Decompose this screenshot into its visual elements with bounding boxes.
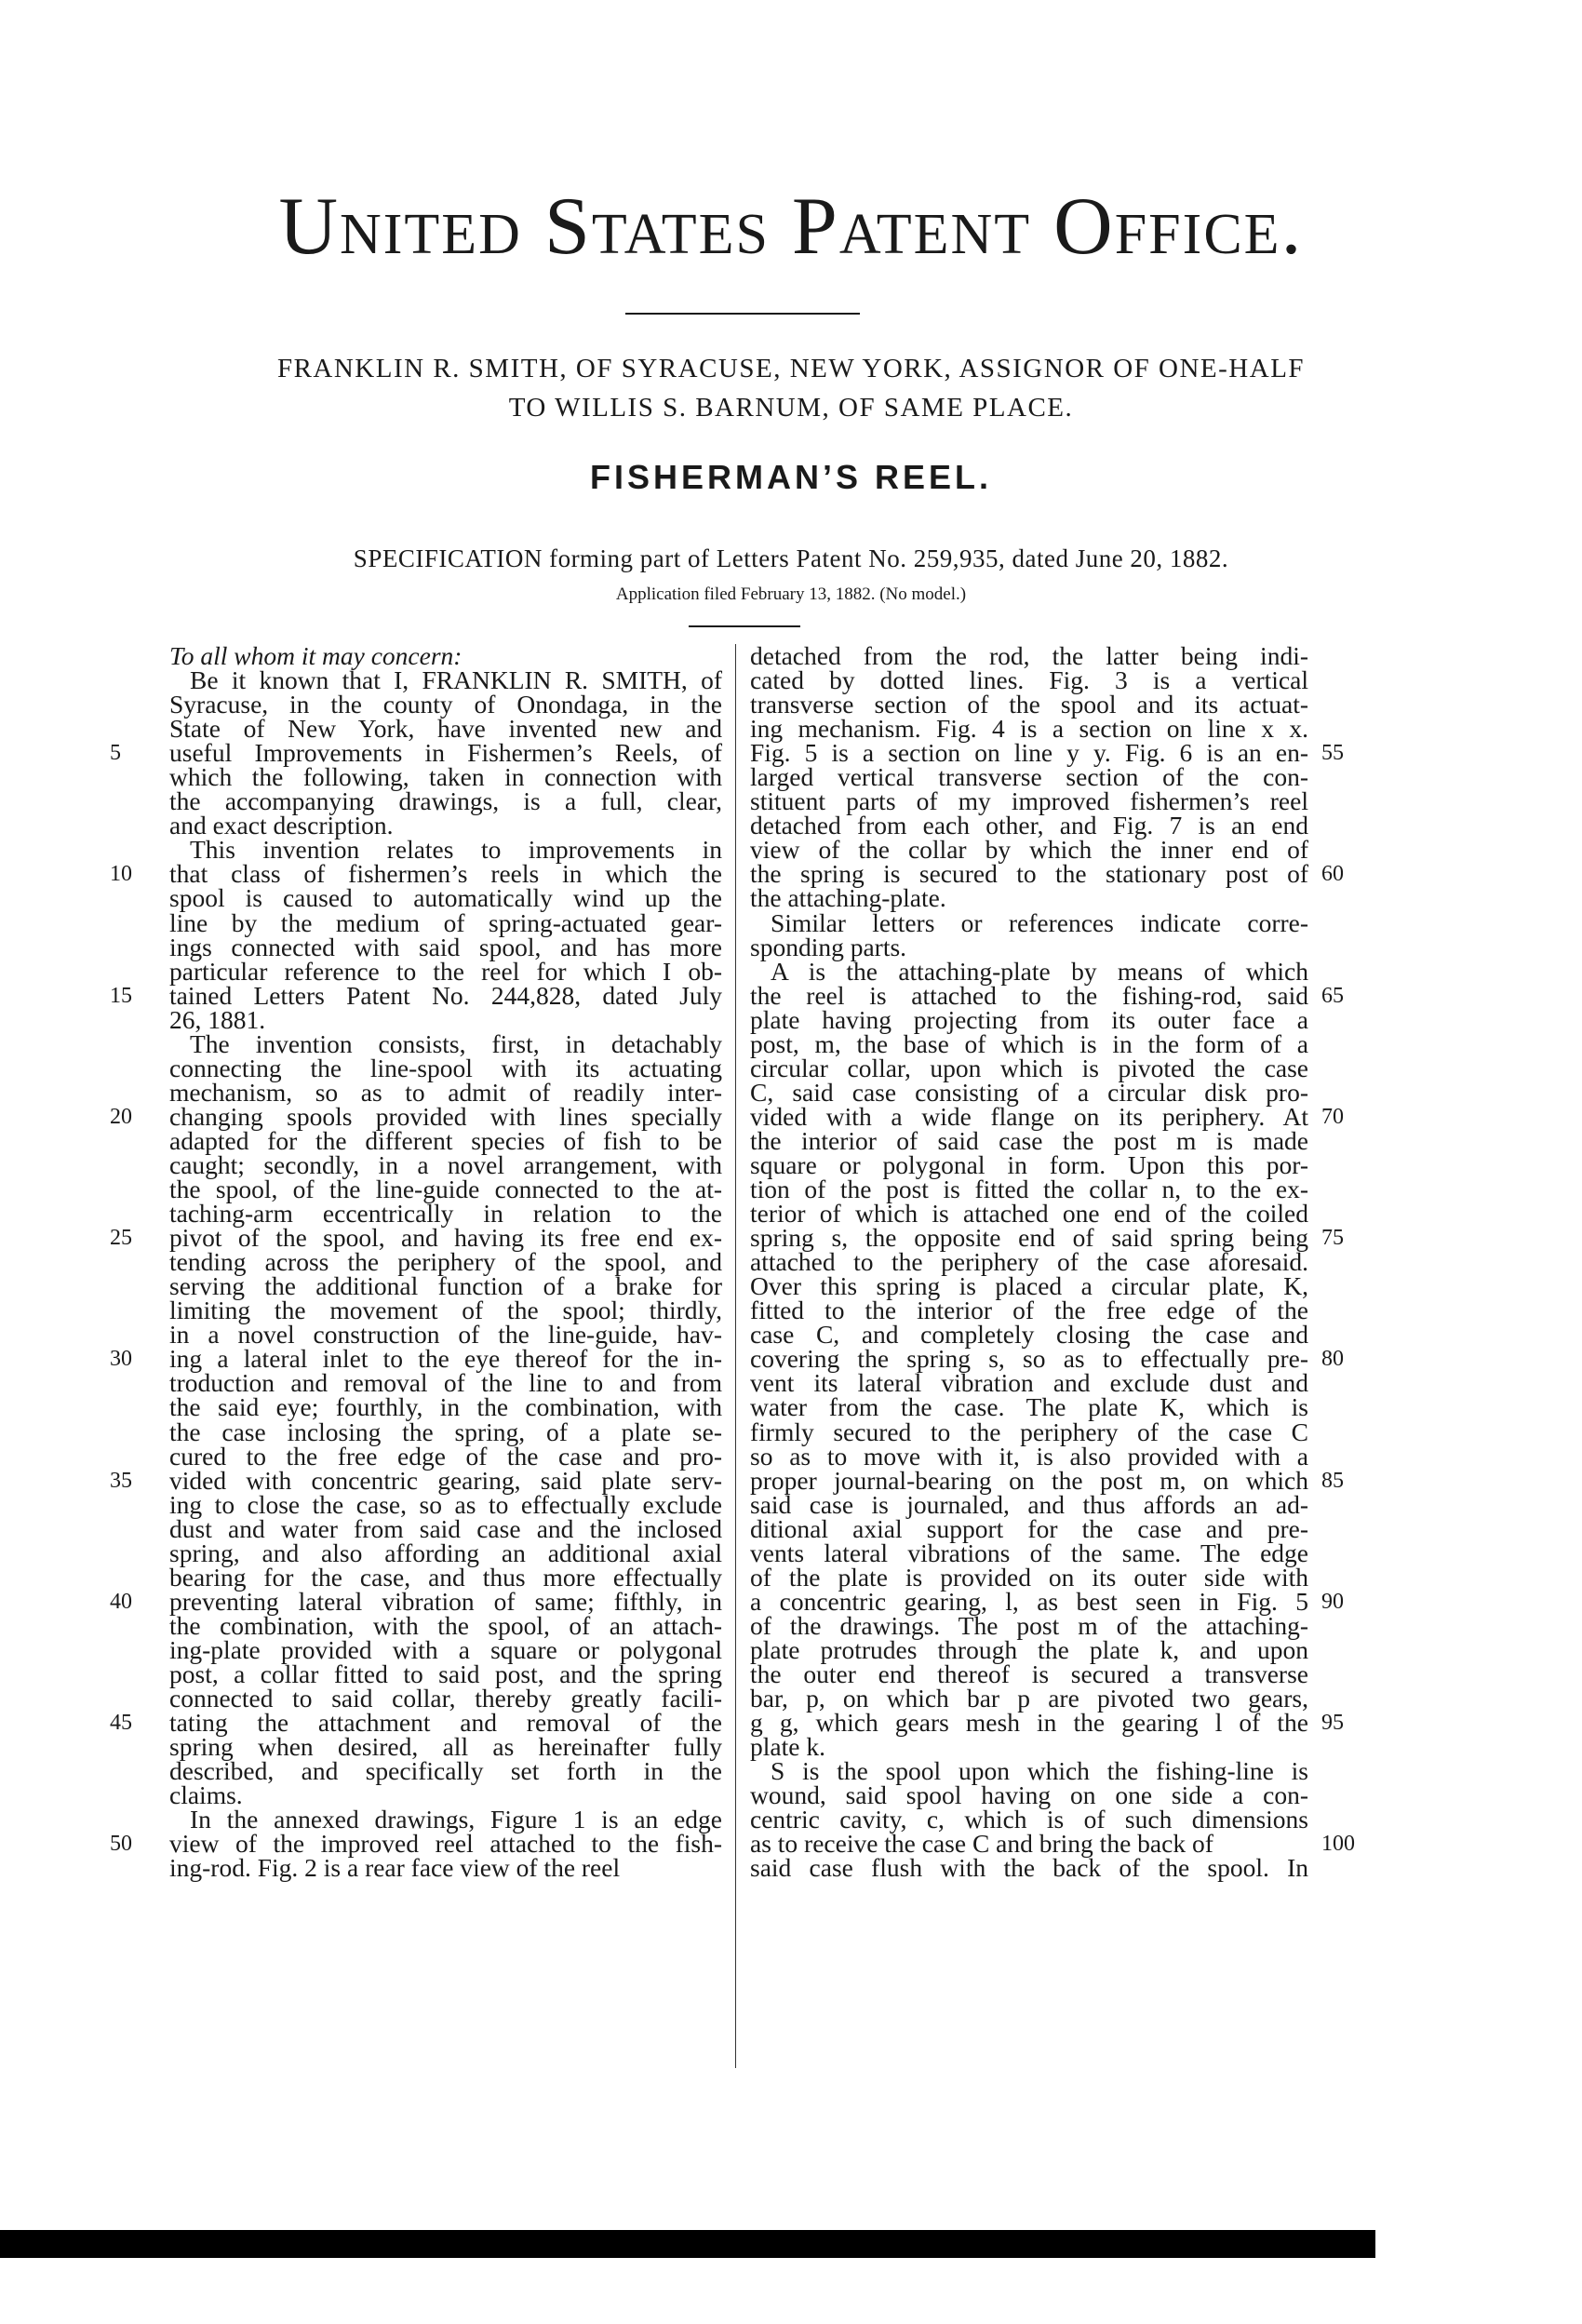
left-column-line: the combination, with the spool, of an attach-: [169, 1610, 722, 1640]
line-number: 60: [1321, 862, 1344, 887]
line-number: 55: [1321, 741, 1344, 766]
left-column-line: spring, and also affording an additional axial: [169, 1538, 722, 1567]
line-number: 25: [110, 1226, 132, 1251]
right-column-line: A is the attaching-plate by means of which: [771, 956, 1308, 986]
left-column-line: cured to the free edge of the case and pro-: [169, 1441, 722, 1471]
right-column-line: view of the collar by which the inner end of: [750, 835, 1308, 865]
line-number: 15: [110, 983, 132, 1008]
left-column-line: This invention relates to improvements in: [190, 835, 722, 865]
right-column-line: case C, and completely closing the case and: [750, 1320, 1308, 1350]
right-column-line: detached from the rod, the latter being indi-: [750, 641, 1308, 670]
left-column-line: ing a lateral inlet to the eye thereof for the in-: [169, 1344, 722, 1374]
right-column-line: said case is journaled, and thus affords an ad-: [750, 1489, 1308, 1519]
left-column-line: ing-plate provided with a square or polygonal: [169, 1634, 722, 1664]
line-number: 35: [110, 1468, 132, 1493]
left-column-line: State of New York, have invented new and: [169, 714, 722, 744]
right-column-line: plate having projecting from its outer face a: [750, 1004, 1308, 1034]
left-column-line: ing-rod. Fig. 2 is a rear face view of the reel: [169, 1853, 621, 1883]
right-column-line: plate k.: [750, 1732, 825, 1762]
left-column-line: ings connected with said spool, and has more: [169, 932, 722, 961]
right-column-line: tion of the post is fitted the collar n, to the ex-: [750, 1175, 1308, 1204]
right-column-line: bar, p, on which bar p are pivoted two gears,: [750, 1684, 1308, 1713]
left-column-line: connected to said collar, thereby greatly facili-: [169, 1684, 722, 1713]
right-column-line: as to receive the case C and bring the back of: [750, 1829, 1213, 1859]
line-number: 75: [1321, 1226, 1344, 1251]
left-column-line: spring when desired, all as hereinafter fully: [169, 1732, 722, 1762]
line-number: 30: [110, 1347, 132, 1372]
right-column-line: transverse section of the spool and its actuat-: [750, 690, 1308, 719]
invention-title: FISHERMAN’S REEL.: [589, 458, 993, 496]
right-column-line: fitted to the interior of the free edge of the: [750, 1296, 1308, 1325]
right-column-line: larged vertical transverse section of the con-: [750, 762, 1308, 792]
scan-border-bar: [0, 2230, 1375, 2258]
left-column-line: the accompanying drawings, is a full, clear,: [169, 786, 722, 816]
right-column-line: plate protrudes through the plate k, and upon: [750, 1634, 1308, 1664]
left-column-line: limiting the movement of the spool; thirdly,: [169, 1296, 722, 1325]
left-column-line: and exact description.: [169, 811, 394, 840]
right-column-line: Similar letters or references indicate corre-: [771, 907, 1308, 937]
right-column-line: so as to move with it, is also provided with a: [750, 1441, 1308, 1471]
left-column-line: spool is caused to automatically wind up the: [169, 883, 722, 913]
left-column-line: mechanism, so as to admit of readily inter-: [169, 1077, 722, 1107]
left-column-line: The invention consists, first, in detachably: [190, 1028, 722, 1058]
line-number: 80: [1321, 1347, 1344, 1372]
right-column-line: circular collar, upon which is pivoted the case: [750, 1053, 1308, 1082]
left-column-line: that class of fishermen’s reels in which the: [169, 859, 722, 889]
left-column-line: To all whom it may concern:: [169, 641, 463, 670]
right-column-line: wound, said spool having on one side a con-: [750, 1780, 1308, 1810]
line-number: 5: [110, 741, 121, 766]
right-column-line: attached to the periphery of the case aforesaid.: [750, 1247, 1308, 1277]
left-column-line: in a novel construction of the line-guide, hav-: [169, 1320, 722, 1350]
right-column-line: firmly secured to the periphery of the case C: [750, 1417, 1308, 1446]
right-column-line: a concentric gearing, l, as best seen in Fig. 5: [750, 1586, 1308, 1616]
right-column-line: Fig. 5 is a section on line y y. Fig. 6 is an en-: [750, 738, 1308, 768]
left-column-line: post, a collar fitted to said post, and the spring: [169, 1659, 722, 1688]
left-column-line: vided with concentric gearing, said plate serv-: [169, 1465, 722, 1495]
left-column-line: 26, 1881.: [169, 1004, 266, 1034]
line-number: 85: [1321, 1468, 1344, 1493]
right-column-line: vent its lateral vibration and exclude dust and: [750, 1368, 1308, 1398]
left-column-line: troduction and removal of the line to and from: [169, 1368, 722, 1398]
right-column-line: vents lateral vibrations of the same. The edge: [750, 1538, 1308, 1567]
left-column-line: useful Improvements in Fishermen’s Reels, of: [169, 738, 722, 768]
right-column-line: water from the case. The plate K, which is: [750, 1392, 1308, 1422]
left-column-line: described, and specifically set forth in the: [169, 1756, 722, 1786]
line-number: 50: [110, 1832, 132, 1857]
assignor-line: FRANKLIN R. SMITH, OF SYRACUSE, NEW YORK, ASSIGNOR OF ONE-HALF: [276, 354, 1306, 383]
line-number: 95: [1321, 1711, 1344, 1736]
left-column-line: adapted for the different species of fish to be: [169, 1125, 722, 1155]
right-column-line: of the drawings. The post m of the attaching-: [750, 1610, 1308, 1640]
office-title: United States Patent Office.: [278, 181, 1304, 272]
right-column: [750, 641, 1308, 1883]
line-number: 45: [110, 1711, 132, 1736]
left-column-line: dust and water from said case and the inclosed: [169, 1513, 722, 1543]
right-column-line: the spring is secured to the stationary post of: [750, 859, 1308, 889]
right-column-line: detached from each other, and Fig. 7 is an end: [750, 811, 1308, 840]
right-column-line: ditional axial support for the case and pre-: [750, 1513, 1308, 1543]
right-column-line: C, said case consisting of a circular disk pro-: [750, 1077, 1308, 1107]
left-column-line: caught; secondly, in a novel arrangement, with: [169, 1149, 722, 1179]
right-column-line: terior of which is attached one end of the coiled: [750, 1199, 1308, 1229]
right-column-line: S is the spool upon which the fishing-line is: [771, 1756, 1308, 1786]
left-column-line: particular reference to the reel for which I ob-: [169, 956, 722, 986]
left-column-line: the said eye; fourthly, in the combination, with: [169, 1392, 722, 1422]
left-column-line: In the annexed drawings, Figure 1 is an edge: [190, 1805, 722, 1834]
right-column-line: said case flush with the back of the spool. In: [750, 1853, 1308, 1883]
left-column-line: serving the additional function of a brake for: [169, 1271, 722, 1301]
right-column-line: of the plate is provided on its outer side with: [750, 1562, 1308, 1592]
right-column-line: square or polygonal in form. Upon this por-: [750, 1149, 1308, 1179]
left-column-line: taching-arm eccentrically in relation to the: [169, 1199, 722, 1229]
title-rule: [625, 313, 860, 315]
right-column-line: covering the spring s, so as to effectually pre-: [750, 1344, 1308, 1374]
right-column-line: centric cavity, c, which is of such dimensions: [750, 1805, 1308, 1834]
left-column-line: Be it known that I, FRANKLIN R. SMITH, of: [190, 665, 722, 695]
right-column-line: the outer end thereof is secured a transverse: [750, 1659, 1308, 1688]
application-line: Application filed February 13, 1882. (No model.): [615, 584, 967, 604]
left-column: [169, 641, 722, 1883]
right-column-line: g g, which gears mesh in the gearing l of the: [750, 1708, 1308, 1738]
left-column-line: tating the attachment and removal of the: [169, 1708, 722, 1738]
right-column-line: spring s, the opposite end of said spring being: [750, 1223, 1308, 1253]
left-column-line: bearing for the case, and thus more effectually: [169, 1562, 722, 1592]
left-column-line: tending across the periphery of the spool, and: [169, 1247, 722, 1277]
right-column-line: the attaching-plate.: [750, 883, 946, 913]
column-divider: [735, 644, 736, 2068]
left-column-line: which the following, taken in connection with: [169, 762, 722, 792]
assignor-block: [158, 349, 1424, 427]
line-number: 90: [1321, 1589, 1344, 1614]
left-column-line: view of the improved reel attached to the fish-: [169, 1829, 722, 1859]
right-column-line: cated by dotted lines. Fig. 3 is a vertical: [750, 665, 1308, 695]
left-column-line: tained Letters Patent No. 244,828, dated July: [169, 980, 722, 1010]
line-number: 70: [1321, 1104, 1344, 1129]
left-column-line: claims.: [169, 1780, 243, 1810]
left-column-line: changing spools provided with lines specially: [169, 1101, 722, 1131]
left-column-line: the case inclosing the spring, of a plate se-: [169, 1417, 722, 1446]
left-column-line: preventing lateral vibration of same; fifthly, in: [169, 1586, 722, 1616]
line-number: 10: [110, 862, 132, 887]
right-column-line: post, m, the base of which is in the form of a: [750, 1028, 1308, 1058]
left-column-line: the spool, of the line-guide connected to the at-: [169, 1175, 722, 1204]
specification-line: SPECIFICATION forming part of Letters Patent No. 259,935, dated June 20, 1882.: [353, 544, 1229, 572]
left-column-line: Syracuse, in the county of Onondaga, in the: [169, 690, 722, 719]
section-rule: [689, 625, 800, 627]
left-column-line: ing to close the case, so as to effectually exclude: [169, 1489, 722, 1519]
line-number: 100: [1321, 1832, 1355, 1857]
line-number: 40: [110, 1589, 132, 1614]
right-column-line: proper journal-bearing on the post m, on which: [750, 1465, 1308, 1495]
left-column-line: line by the medium of spring-actuated gear-: [169, 907, 722, 937]
right-column-line: ing mechanism. Fig. 4 is a section on line x x.: [750, 714, 1308, 744]
right-column-line: vided with a wide flange on its periphery. At: [750, 1101, 1308, 1131]
right-column-line: stituent parts of my improved fishermen’s reel: [750, 786, 1308, 816]
right-column-line: the interior of said case the post m is made: [750, 1125, 1308, 1155]
line-number: 20: [110, 1104, 132, 1129]
left-column-line: connecting the line-spool with its actuating: [169, 1053, 722, 1082]
right-column-line: Over this spring is placed a circular plate, K,: [750, 1271, 1308, 1301]
right-column-line: sponding parts.: [750, 932, 907, 961]
assignor-line: TO WILLIS S. BARNUM, OF SAME PLACE.: [508, 393, 1074, 423]
line-number: 65: [1321, 983, 1344, 1008]
right-column-line: the reel is attached to the fishing-rod, said: [750, 980, 1308, 1010]
left-column-line: pivot of the spool, and having its free end ex-: [169, 1223, 722, 1253]
